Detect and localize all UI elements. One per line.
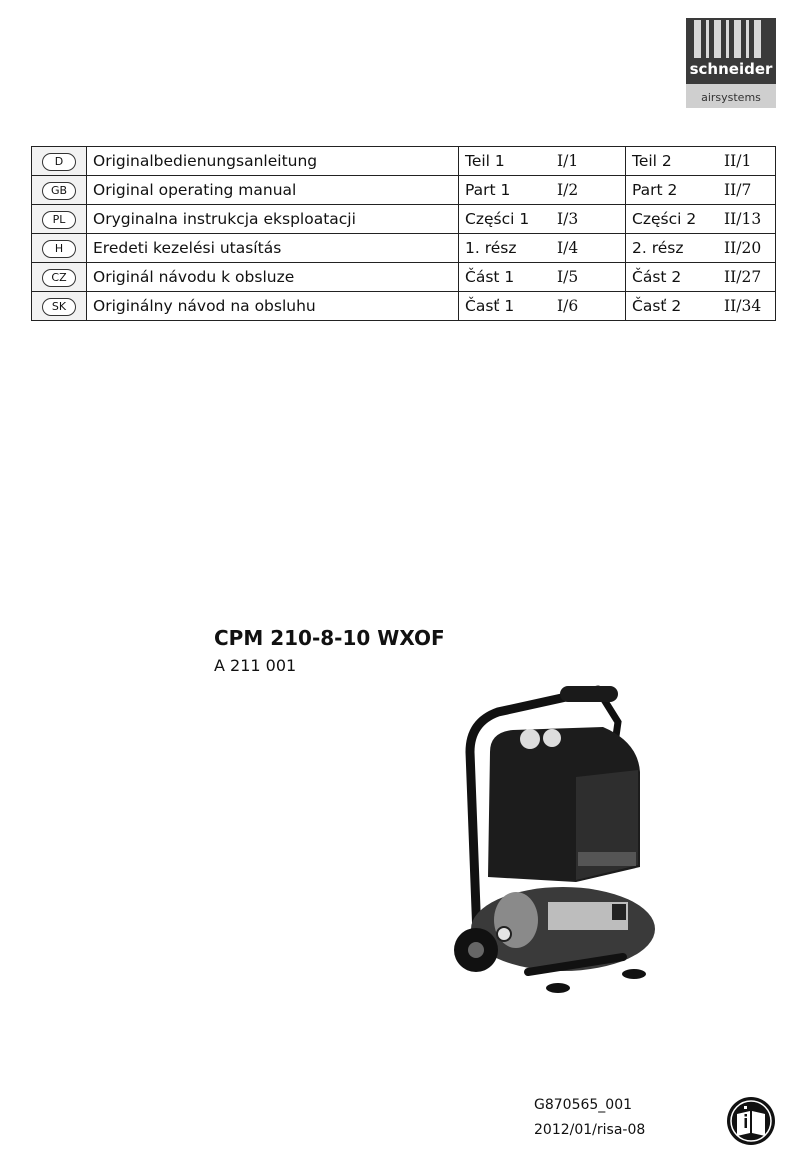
language-code: CZ xyxy=(42,269,76,287)
language-row xyxy=(32,205,776,234)
language-row xyxy=(32,263,776,292)
language-code: H xyxy=(42,240,76,258)
language-row xyxy=(32,292,776,321)
part1-page: I/4 xyxy=(551,234,626,263)
language-row xyxy=(32,176,776,205)
language-row xyxy=(32,147,776,176)
compressor-image xyxy=(448,682,668,1002)
part1-label: 1. rész xyxy=(459,234,552,263)
language-code: D xyxy=(42,153,76,171)
schneider-logo xyxy=(686,18,776,108)
product-article-number: A 211 001 xyxy=(214,656,297,675)
part1-label: Teil 1 xyxy=(459,147,552,176)
part1-page: I/2 xyxy=(551,176,626,205)
part1-label: Časť 1 xyxy=(459,292,552,321)
part2-label: Část 2 xyxy=(626,263,719,292)
language-code: SK xyxy=(42,298,76,316)
part2-page: II/7 xyxy=(718,176,776,205)
part2-label: 2. rész xyxy=(626,234,719,263)
part1-label: Část 1 xyxy=(459,263,552,292)
language-code: PL xyxy=(42,211,76,229)
manual-title: Originálny návod na obsluhu xyxy=(87,292,459,321)
language-code: GB xyxy=(42,182,76,200)
part1-label: Części 1 xyxy=(459,205,552,234)
part2-page: II/34 xyxy=(718,292,776,321)
part2-page: II/13 xyxy=(718,205,776,234)
part1-page: I/6 xyxy=(551,292,626,321)
part1-label: Part 1 xyxy=(459,176,552,205)
part2-page: II/1 xyxy=(718,147,776,176)
document-date: 2012/01/risa-08 xyxy=(534,1122,646,1138)
part1-page: I/3 xyxy=(551,205,626,234)
part1-page: I/5 xyxy=(551,263,626,292)
language-row xyxy=(32,234,776,263)
manual-title: Originalbedienungsanleitung xyxy=(87,147,459,176)
read-manual-icon xyxy=(726,1096,776,1146)
brand-name: schneider xyxy=(689,60,773,78)
manual-title: Eredeti kezelési utasítás xyxy=(87,234,459,263)
part2-label: Časť 2 xyxy=(626,292,719,321)
manual-title: Original operating manual xyxy=(87,176,459,205)
part1-page: I/1 xyxy=(551,147,626,176)
language-index-table xyxy=(31,146,776,321)
manual-title: Originál návodu k obsluze xyxy=(87,263,459,292)
part2-label: Teil 2 xyxy=(626,147,719,176)
part2-page: II/27 xyxy=(718,263,776,292)
part2-page: II/20 xyxy=(718,234,776,263)
brand-sub: airsystems xyxy=(701,91,761,104)
document-number: G870565_001 xyxy=(534,1097,633,1113)
product-model: CPM 210-8-10 WXOF xyxy=(214,626,445,650)
manual-title: Oryginalna instrukcja eksploatacji xyxy=(87,205,459,234)
part2-label: Części 2 xyxy=(626,205,719,234)
part2-label: Part 2 xyxy=(626,176,719,205)
